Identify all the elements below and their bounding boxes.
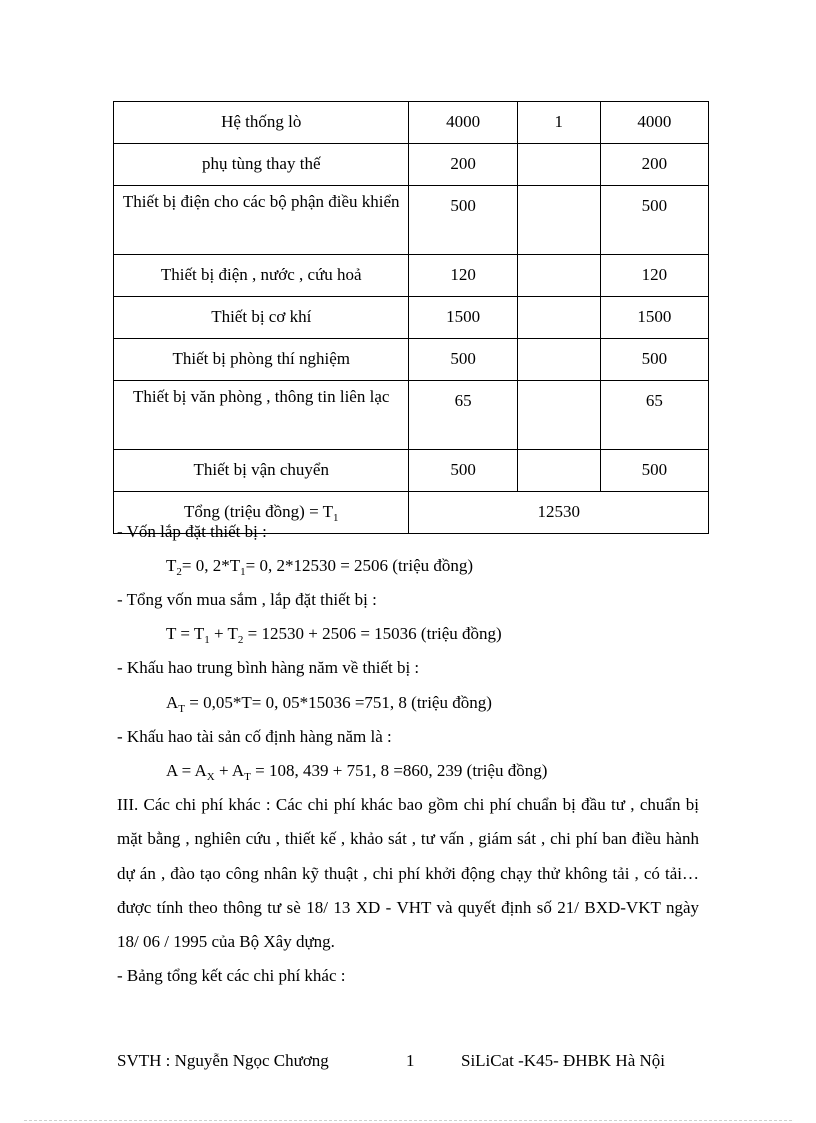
item-name — [114, 381, 409, 450]
total-value: 12530 — [409, 492, 709, 534]
formula-line — [166, 761, 547, 781]
item-total: 200 — [600, 144, 708, 186]
item-price: 500 — [409, 339, 517, 381]
formula-part: = 108, 439 + 751, 8 =860, 239 (triệu đồng) — [250, 761, 548, 780]
footer-page-number: 1 — [406, 1051, 415, 1070]
item-qty — [517, 186, 600, 255]
item-price: 65 — [409, 381, 517, 450]
item-total: 500 — [600, 339, 708, 381]
item-name: Hệ thống lò — [114, 102, 409, 144]
formula-part: + A — [214, 761, 245, 780]
item-name: Thiết bị vận chuyển — [114, 450, 409, 492]
item-name: Thiết bị phòng thí nghiệm — [114, 339, 409, 381]
formula-part: A — [166, 693, 179, 712]
formula-sub: T — [178, 703, 186, 715]
table-row — [114, 339, 709, 381]
formula-part: T = T — [166, 624, 205, 643]
item-qty — [517, 339, 600, 381]
paragraph-other-costs: III. Các chi phí khác : Các chi phí khác bao gồm chi phí chuẩn bị đầu tư , chuẩn bị mặt bằng , nghiên cứu , thiết kế , khảo sát , tư vấn , giám sát , chi phí ban điều hành dự án , đào tạo công nhân kỹ thuật , chi phí khởi động chạy thử không tải , có tải…được tính theo thông tư sè 18/ 13 XD - VHT và quyết định số 21/ BXD-VKT ngày 18/ 06 / 1995 của Bộ Xây dựng. — [117, 795, 699, 952]
table-row — [114, 186, 709, 255]
table-row — [114, 297, 709, 339]
table-row — [114, 255, 709, 297]
formula-part: = 0, 2*12530 = 2506 (triệu đồng) — [245, 556, 474, 575]
formula-line — [166, 556, 473, 576]
item-qty — [517, 297, 600, 339]
item-price: 120 — [409, 255, 517, 297]
footer-institution: SiLiCat -K45- ĐHBK Hà Nội — [461, 1051, 665, 1070]
formula-sub: 2 — [237, 634, 244, 646]
formula-part: = 0,05*T= 0, 05*15036 =751, 8 (triệu đồng) — [185, 693, 492, 712]
item-name: Thiết bị cơ khí — [114, 297, 409, 339]
item-name — [114, 186, 409, 255]
item-qty: 1 — [517, 102, 600, 144]
formula-part: = 12530 + 2506 = 15036 (triệu đồng) — [243, 624, 502, 643]
item-total: 65 — [600, 381, 708, 450]
text-line: - Khấu hao tài sản cố định hàng năm là : — [117, 727, 392, 746]
item-qty — [517, 381, 600, 450]
text-line: - Bảng tổng kết các chi phí khác : — [117, 966, 346, 985]
item-total: 1500 — [600, 297, 708, 339]
item-price: 500 — [409, 450, 517, 492]
item-price: 500 — [409, 186, 517, 255]
table-row — [114, 102, 709, 144]
text-line: - Tổng vốn mua sắm , lắp đặt thiết bị : — [117, 590, 377, 609]
item-price: 1500 — [409, 297, 517, 339]
formula-sub: T — [244, 771, 251, 783]
table-row — [114, 381, 709, 450]
item-total: 500 — [600, 186, 708, 255]
item-name-text: Thiết bị điện cho các bộ phận điều khiển — [122, 192, 400, 211]
equipment-cost-table — [113, 101, 709, 534]
item-price: 200 — [409, 144, 517, 186]
total-label-sub: 1 — [333, 512, 339, 524]
page-bottom-rule — [24, 1120, 792, 1121]
formula-part: T — [166, 556, 177, 575]
item-total: 120 — [600, 255, 708, 297]
formula-sub: 1 — [240, 566, 246, 578]
text-line: - Khấu hao trung bình hàng năm về thiết bị : — [117, 658, 420, 677]
total-label-text: Tổng (triệu đồng) = T — [183, 502, 333, 521]
item-name-text: Thiết bị văn phòng , thông tin liên lạc — [133, 387, 390, 406]
formula-part: A = A — [166, 761, 207, 780]
item-total: 500 — [600, 450, 708, 492]
formula-line — [166, 624, 502, 644]
formula-sub: 2 — [176, 566, 182, 578]
table-row — [114, 144, 709, 186]
formula-part: = 0, 2*T — [181, 556, 241, 575]
item-qty — [517, 255, 600, 297]
item-name: phụ tùng thay thế — [114, 144, 409, 186]
item-total: 4000 — [600, 102, 708, 144]
item-qty — [517, 450, 600, 492]
item-qty — [517, 144, 600, 186]
footer-author: SVTH : Nguyễn Ngọc Chương — [117, 1051, 329, 1070]
table-row — [114, 450, 709, 492]
formula-part: + T — [209, 624, 238, 643]
formula-sub: X — [206, 771, 215, 783]
formula-sub: 1 — [204, 634, 210, 646]
item-name: Thiết bị điện , nước , cứu hoả — [114, 255, 409, 297]
item-price: 4000 — [409, 102, 517, 144]
formula-line — [166, 693, 492, 713]
text-line: - Vốn lắp đặt thiết bị : — [117, 522, 267, 541]
